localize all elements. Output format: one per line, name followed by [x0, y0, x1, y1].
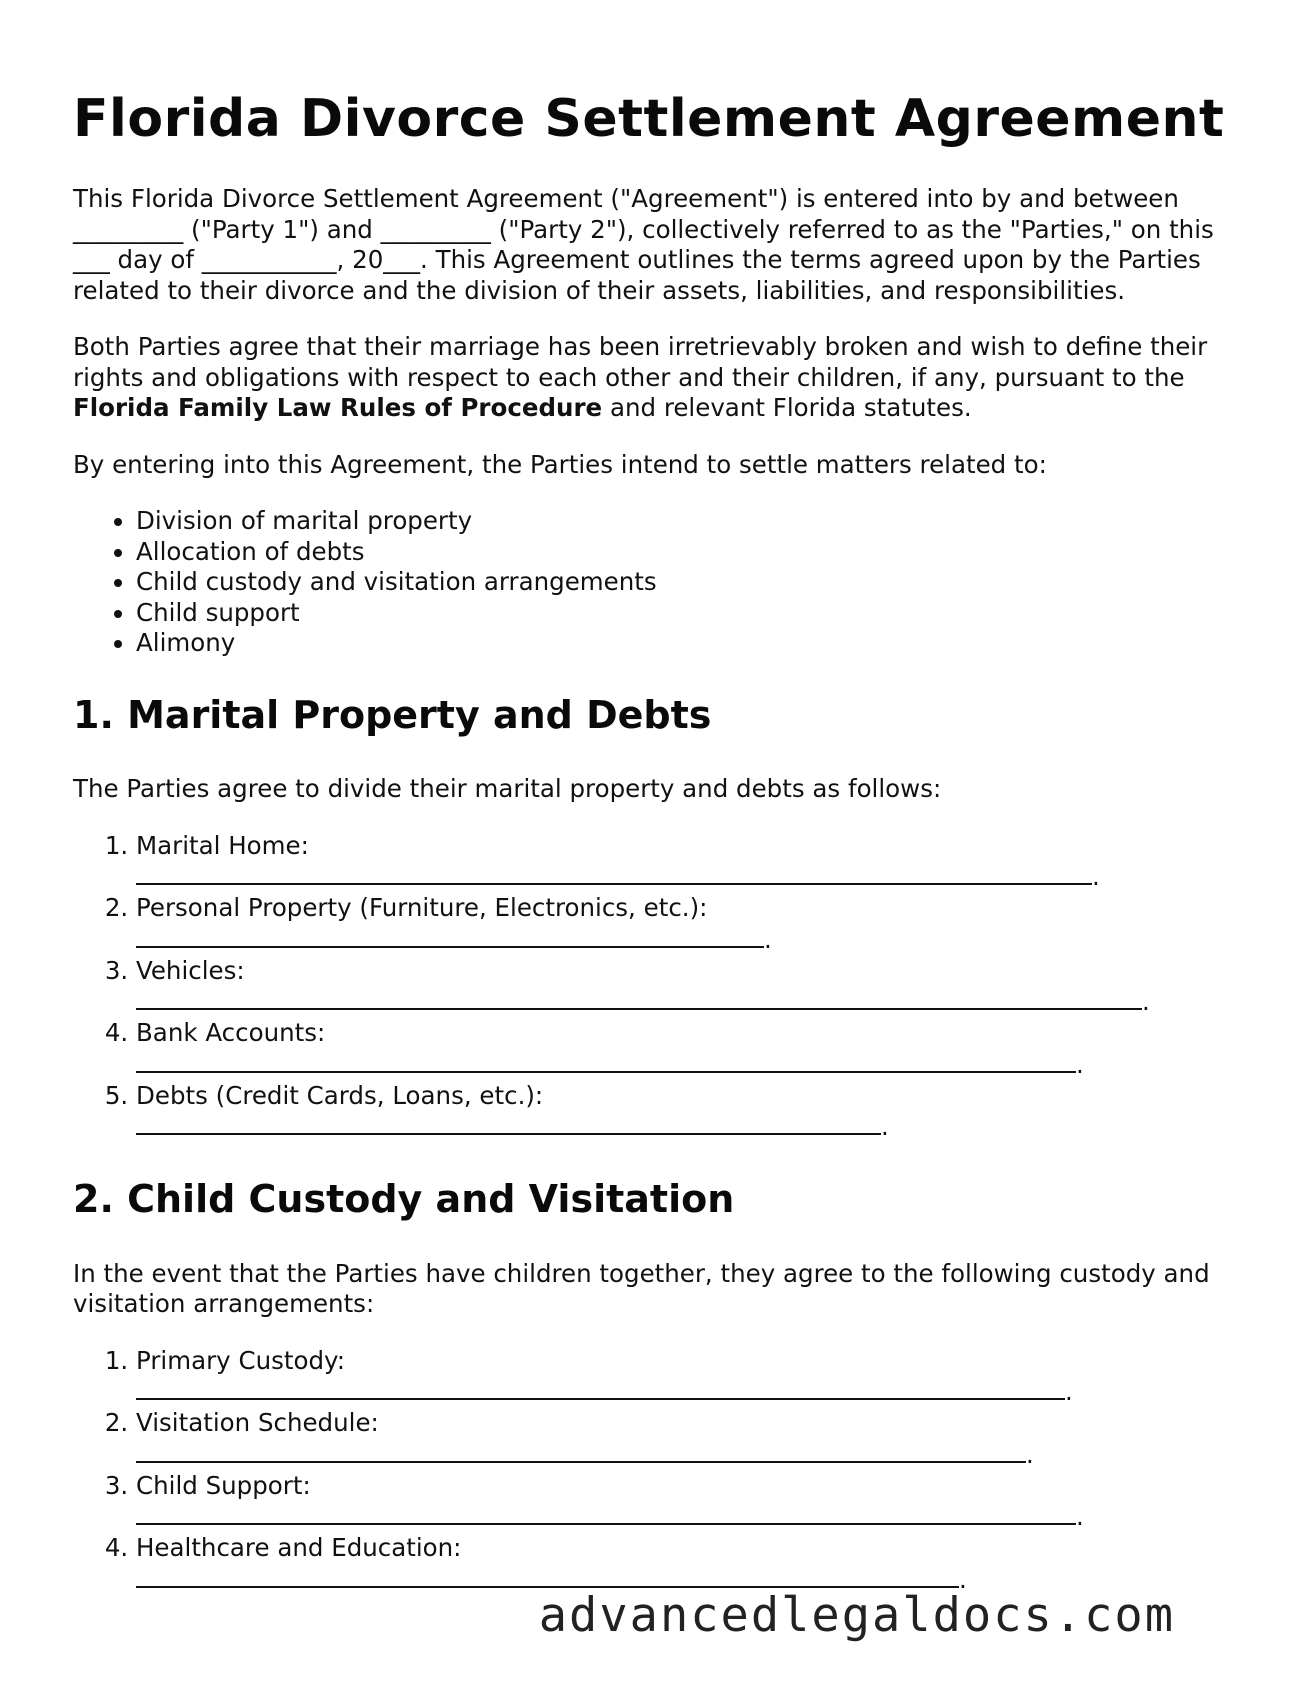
- blank-period: .: [764, 924, 772, 954]
- section-lead-property: The Parties agree to divide their marital property and debts as follows:: [73, 774, 942, 804]
- blank-underline: [136, 1564, 959, 1588]
- fill-in-line[interactable]: [136, 1111, 1248, 1143]
- item-label: Healthcare and Education:: [136, 1533, 462, 1563]
- list-item: • Division of marital property: [136, 506, 1248, 537]
- blank-period: .: [881, 1112, 889, 1142]
- list-item: [136, 1408, 1248, 1470]
- blank-underline: [136, 1376, 1065, 1400]
- item-label: Vehicles:: [136, 955, 245, 985]
- list-item: [136, 831, 1248, 893]
- blank-period: .: [1142, 987, 1150, 1017]
- fill-in-line[interactable]: [136, 1376, 1248, 1408]
- fill-in-line[interactable]: [136, 1439, 1248, 1471]
- item-label: Marital Home:: [136, 830, 309, 860]
- blank-underline: [136, 1111, 881, 1135]
- purpose-text-after: and relevant Florida statutes.: [602, 393, 972, 423]
- purpose-text-before: Both Parties agree that their marriage has been irretrievably broken and wish to define their rights and obligations with respect to each other and their children, if any, pursuant to the: [73, 332, 1208, 392]
- blank-underline: [136, 861, 1092, 885]
- watermark-text: advancedlegaldocs.com: [538, 1588, 1175, 1643]
- list-item: [136, 1081, 1248, 1143]
- item-label: Personal Property (Furniture, Electronics, etc.):: [136, 893, 708, 923]
- matters-list: [73, 506, 1248, 659]
- blank-period: .: [1065, 1377, 1073, 1407]
- blank-period: .: [1076, 1502, 1084, 1532]
- list-item: [136, 1346, 1248, 1408]
- fill-in-line[interactable]: [136, 1049, 1248, 1081]
- fill-in-line[interactable]: [136, 986, 1248, 1018]
- list-item: • Alimony: [136, 628, 1248, 659]
- blank-underline: [136, 986, 1142, 1010]
- blank-underline: [136, 924, 764, 948]
- item-label: Bank Accounts:: [136, 1018, 326, 1048]
- blank-period: .: [959, 1564, 967, 1594]
- purpose-paragraph: [73, 332, 1248, 424]
- blank-underline: [136, 1439, 1026, 1463]
- blank-period: .: [1026, 1439, 1034, 1469]
- item-label: Child Support:: [136, 1470, 311, 1500]
- matters-lead: By entering into this Agreement, the Parties intend to settle matters related to:: [73, 449, 1047, 479]
- blank-period: .: [1092, 862, 1100, 892]
- blank-underline: [136, 1049, 1076, 1073]
- fill-in-line[interactable]: [136, 1501, 1248, 1533]
- section-heading-property: 1. Marital Property and Debts: [73, 692, 712, 737]
- fill-in-line[interactable]: [136, 861, 1248, 893]
- list-item: [136, 1471, 1248, 1533]
- list-item: • Child support: [136, 598, 1248, 629]
- list-item: • Child custody and visitation arrangements: [136, 567, 1248, 598]
- list-item: [136, 893, 1248, 955]
- law-rules-reference: Florida Family Law Rules of Procedure: [73, 393, 603, 423]
- property-list: [73, 831, 1248, 1143]
- intro-paragraph: This Florida Divorce Settlement Agreement ("Agreement") is entered into by and between _________ ("Party 1") and _________ ("Party 2"), collectively referred to as the "Parties," on this ___ day of ___________, 20___. This Agreement outlines the terms agreed upon by the Parties related to their divorce and the division of their assets, liabilities, and responsibilities.: [73, 184, 1214, 305]
- section-lead-custody: In the event that the Parties have children together, they agree to the following custody and visitation arrangements:: [73, 1258, 1210, 1319]
- blank-period: .: [1076, 1049, 1084, 1079]
- item-label: Visitation Schedule:: [136, 1408, 379, 1438]
- list-item: • Allocation of debts: [136, 537, 1248, 568]
- list-item: [136, 1533, 1248, 1595]
- blank-underline: [136, 1501, 1076, 1525]
- custody-list: [73, 1346, 1248, 1596]
- fill-in-line[interactable]: [136, 924, 1248, 956]
- section-heading-custody: 2. Child Custody and Visitation: [73, 1176, 735, 1221]
- document-page: [73, 88, 1248, 1621]
- item-label: Debts (Credit Cards, Loans, etc.):: [136, 1080, 544, 1110]
- list-item: [136, 1018, 1248, 1080]
- list-item: [136, 956, 1248, 1018]
- document-title: Florida Divorce Settlement Agreement: [73, 89, 1225, 149]
- item-label: Primary Custody:: [136, 1345, 345, 1375]
